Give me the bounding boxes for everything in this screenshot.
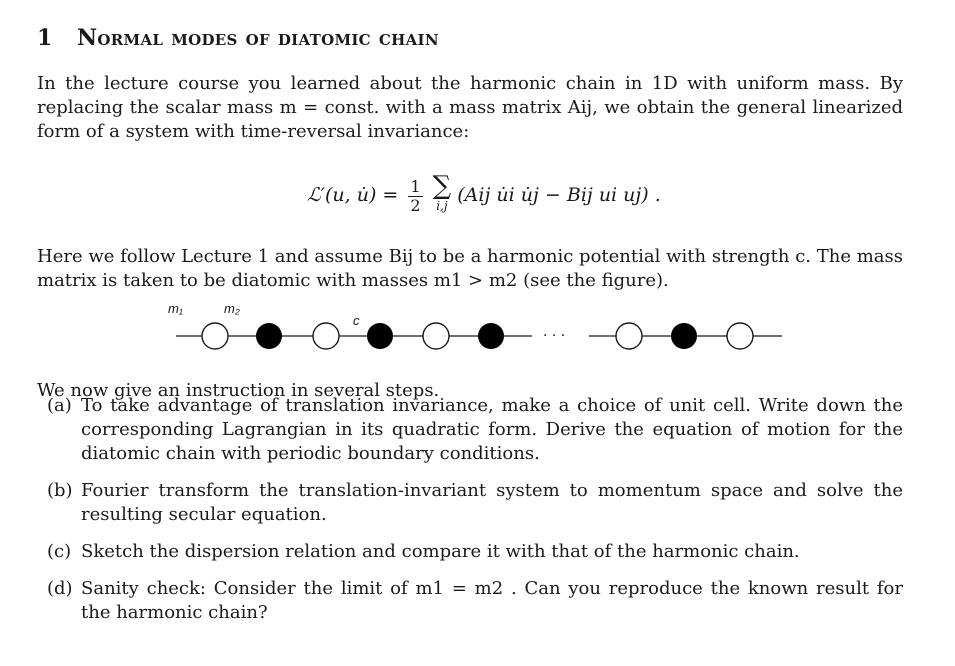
chain-ellipsis: · · · <box>543 328 566 344</box>
mass-m2 <box>367 323 393 349</box>
list-item <box>47 479 903 527</box>
mass-m1 <box>313 323 339 349</box>
steps-intro: We now give an instruction in several steps. <box>37 380 440 401</box>
step-label: (a) <box>47 395 72 416</box>
mass-m1 <box>727 323 753 349</box>
steps-list <box>47 394 903 638</box>
mass-m2 <box>478 323 504 349</box>
model-paragraph: Here we follow Lecture 1 and assume Bij to be a harmonic potential with strength c. The mass matrix is taken to be diatomic with masses m1 > m2 (see the figure). <box>37 246 903 291</box>
equation-lhs: ℒ′(u, u̇) = <box>307 184 399 206</box>
sum-symbol: ∑ <box>432 171 452 201</box>
page <box>37 22 903 401</box>
list-item <box>47 577 903 625</box>
section-number: 1 <box>37 25 53 51</box>
list-item <box>47 540 903 564</box>
mass-m1 <box>616 323 642 349</box>
section-title: Normal modes of diatomic chain <box>77 25 439 51</box>
step-label: (d) <box>47 578 73 599</box>
fraction-denominator: 2 <box>410 195 421 215</box>
mass-m2 <box>256 323 282 349</box>
equation-rhs: (Aij u̇i u̇j − Bij ui uj) . <box>457 184 661 206</box>
step-label: (b) <box>47 480 73 501</box>
mass-m1 <box>202 323 228 349</box>
intro-paragraph: In the lecture course you learned about the harmonic chain in 1D with uniform mass. By replacing the scalar mass m = const. with a mass matrix Aij, we obtain the general linearized form of a system with time-reversal invariance: <box>37 73 903 142</box>
section-heading <box>37 22 903 54</box>
summation <box>432 171 452 216</box>
label-m1: m₁ <box>168 301 183 316</box>
lagrangian-equation <box>307 171 661 228</box>
label-c: c <box>353 313 360 328</box>
list-item <box>47 394 903 466</box>
mass-m1 <box>423 323 449 349</box>
equation-fraction <box>408 178 422 215</box>
step-text: To take advantage of translation invariance, make a choice of unit cell. Write down the corresponding Lagrangian in its quadratic form. Derive the equation of motion for the diatomic chain with periodic boundary conditions. <box>81 395 903 464</box>
step-text: Fourier transform the translation-invariant system to momentum space and solve the resulting secular equation. <box>81 480 903 525</box>
label-m2: m₂ <box>224 301 240 316</box>
sum-subscript: i,j <box>436 199 448 213</box>
diatomic-chain-figure <box>162 297 782 357</box>
step-label: (c) <box>47 541 72 562</box>
step-text: Sketch the dispersion relation and compare it with that of the harmonic chain. <box>81 541 800 562</box>
step-text: Sanity check: Consider the limit of m1 = m2 . Can you reproduce the known result for the harmonic chain? <box>81 578 903 623</box>
mass-m2 <box>671 323 697 349</box>
fraction-numerator: 1 <box>410 176 421 196</box>
